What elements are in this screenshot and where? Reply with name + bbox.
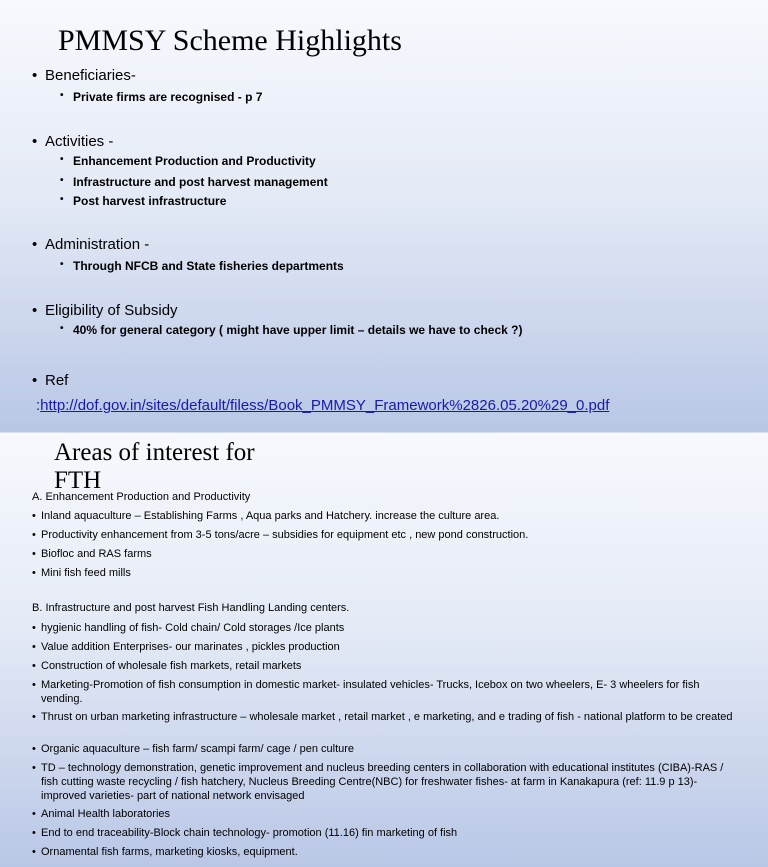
slide-pmmsy-highlights: PMMSY Scheme Highlights • Beneficiaries- • Private firms are recognised - p 7 • Activities - • Enhancement Production and Productivity • Infrastructure and post harvest management • Post harvest infrastructure • Administration - • Through NFCB and State fisheries departments • Eligibility of Subsidy • 40% for general category ( might have upper limit – details we have to check ?) • Ref :http://dof.gov.in/sites/default/filess/Book_PMMSY_Framework%2826.05.20%29_0.pdf bbox=[0, 0, 768, 432]
list-item: • End to end traceability-Block chain technology- promotion (11.16) fin marketing of fish bbox=[32, 827, 458, 839]
slide-areas-of-interest bbox=[0, 432, 768, 867]
bullet: • bbox=[32, 67, 38, 84]
list-item: • Ornamental fish farms, marketing kiosks, equipment. bbox=[32, 846, 298, 858]
list-item: • Mini fish feed mills bbox=[32, 567, 131, 579]
list-item: • Marketing-Promotion of fish consumption in domestic market- insulated vehicles- Trucks, Icebox on two wheelers, E- 3 wheelers for fish vending. bbox=[32, 679, 700, 705]
list-item: • Productivity enhancement from 3-5 tons/acre – subsidies for equipment etc , new pond construction. bbox=[32, 529, 529, 541]
list-item: • Inland aquaculture – Establishing Farms , Aqua parks and Hatchery. increase the culture area. bbox=[32, 510, 500, 522]
list-item: • hygienic handling of fish- Cold chain/ Cold storages /Ice plants bbox=[32, 622, 345, 634]
reference-link[interactable]: http://dof.gov.in/sites/default/filess/Book_PMMSY_Framework%2826.05.20%29_0.pdf bbox=[40, 397, 610, 414]
list-item: • Organic aquaculture – fish farm/ scampi farm/ cage / pen culture bbox=[32, 743, 355, 755]
list-item: • Thrust on urban marketing infrastructure – wholesale market , retail market , e marketing, and e trading of fish - national platform to be created bbox=[32, 711, 733, 723]
list-item: • Biofloc and RAS farms bbox=[32, 548, 152, 560]
reference bbox=[36, 397, 609, 414]
section-a-heading: A. Enhancement Production and Productivity bbox=[32, 491, 251, 503]
list-item: • Value addition Enterprises- our marinates , pickles production bbox=[32, 641, 340, 653]
section-b-heading: B. Infrastructure and post harvest Fish Handling Landing centers. bbox=[32, 602, 350, 614]
slide-title: PMMSY Scheme Highlights bbox=[58, 24, 402, 57]
reference-prefix: : bbox=[36, 397, 41, 414]
list-item: • Animal Health laboratories bbox=[32, 808, 171, 820]
list-item: • TD – technology demonstration, genetic improvement and nucleus breeding centers in collaboration with educational institutes (CIBA)-RAS / fish cutting waste recycling / fish hatchery, Nucleus Breeding Centre(NBC) for freshwater fishes- at farm in Kanakapura (ref: 11.9 p 13)- improved varieties- part of national network envisaged bbox=[32, 762, 724, 802]
slide-title: Areas of interest for FTH bbox=[54, 439, 255, 494]
list-item: • Construction of wholesale fish markets, retail markets bbox=[32, 660, 302, 672]
